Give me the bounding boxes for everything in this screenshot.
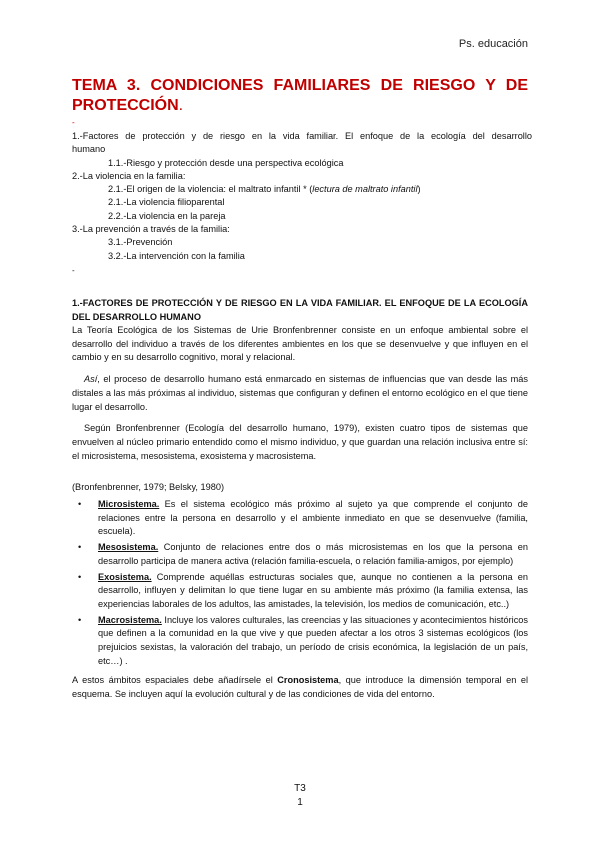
paragraph-4-end: , que introduce la dimensión temporal en el esquema. Se incluyen aquí la evolución cultural y de las condiciones de vida del entorno. xyxy=(72,675,528,700)
toc-item-2-1-text: 2.1.-El origen de la violencia: el maltrato infantil * ( xyxy=(108,184,313,195)
bullet-icon: • xyxy=(78,542,82,553)
title-line2-text: PROTECCIÓN xyxy=(72,97,179,114)
section-1-paragraph-1: La Teoría Ecológica de los Sistemas de Urie Bronfenbrenner consiste en un enfoque ambiental sobre el desarrollo del individuo a través de los diferentes ambientes en los que se desenvuelve y que influyen en el cambio y en su desarrollo cognitivo, moral y relacional. xyxy=(72,325,528,363)
bullet-icon: • xyxy=(78,499,82,510)
page-title xyxy=(72,76,528,96)
paragraph-4-bold: Cronosistema xyxy=(277,675,339,686)
section-1-heading: 1.-FACTORES DE PROTECCIÓN Y DE RIESGO EN LA VIDA FAMILIAR. EL ENFOQUE DE LA ECOLOGÍA DEL DESARROLLO HUMANO xyxy=(72,298,528,322)
section-1 xyxy=(72,296,528,702)
toc-item-2-1b: 2.1.-La violencia filioparental xyxy=(108,197,225,208)
table-of-contents xyxy=(72,130,532,263)
citation: (Bronfenbrenner, 1979; Belsky, 1980) xyxy=(72,482,225,493)
title-line2-end: . xyxy=(178,97,184,114)
title-line1: TEMA 3. CONDICIONES FAMILIARES DE RIESGO Y DE xyxy=(72,77,528,94)
list-item-term: Macrosistema. xyxy=(98,614,162,625)
systems-list xyxy=(72,498,528,668)
list-item-text: Incluye los valores culturales, las creencias y las situaciones y acontecimientos históricos que definen a la comunidad en la que vive y que pueden afectar a los otros 3 sistemas ecológicos (los prejuicios sexistas, la valoración del trabajo, un período de crisis económica, la legislación de un país, etc…) . xyxy=(98,614,528,666)
toc-item-3: 3.-La prevención a través de la familia: xyxy=(72,224,230,235)
section-1-paragraph-4 xyxy=(72,674,528,701)
toc-item-1-1: 1.1.-Riesgo y protección desde una perspectiva ecológica xyxy=(108,157,344,168)
list-item-text: Comprende aquéllas estructuras sociales que, aunque no contienen a la persona en desarrollo, influyen y delimitan lo que tiene lugar en su ambiente más próximo (la familia extensa, las experiencias laborales de los adultos, las amistades, la televisión, los medios de comunicación, etc..) xyxy=(98,571,528,609)
footer-label: T3 xyxy=(294,783,306,794)
toc-item-3-1: 3.1.-Prevención xyxy=(108,237,173,248)
list-item-term: Microsistema. xyxy=(98,499,160,510)
header-subject: Ps. educación xyxy=(458,38,528,50)
list-item xyxy=(72,498,528,539)
paragraph-4-start: A estos ámbitos espaciales debe añadírsele el xyxy=(72,675,278,686)
title-separator: - xyxy=(72,118,75,127)
toc-item-3-2: 3.2.-La intervención con la familia xyxy=(108,250,245,261)
toc-item-1: 1.-Factores de protección y de riesgo en la vida familiar. El enfoque de la ecología del desarrollo xyxy=(72,131,532,141)
page-title-line2 xyxy=(72,96,183,116)
section-1-paragraph-3: Según Bronfenbrenner (Ecología del desarrollo humano, 1979), existen cuatro tipos de sistemas que envuelven al núcleo primario entendido como el mismo individuo, y que guardan una relación inclusiva entre sí: el microsistema, mesosistema, exosistema y macrosistema. xyxy=(72,423,528,461)
list-item-term: Exosistema. xyxy=(98,571,152,582)
list-item-text: Es el sistema ecológico más próximo al sujeto ya que comprende el conjunto de relaciones entre la persona en desarrollo y el ambiente inmediato en que se desenvuelve (familia, escuela). xyxy=(98,499,528,537)
paragraph-2-italic-start: Así xyxy=(84,374,98,385)
toc-item-2-1-italic: lectura de maltrato infantil xyxy=(312,184,418,195)
list-item xyxy=(72,614,528,669)
page-footer xyxy=(0,782,600,810)
list-item-term: Mesosistema. xyxy=(98,542,159,553)
list-item-text: Conjunto de relaciones entre dos o más microsistemas en los que la persona en desarrollo participa de manera activa (relación familia-escuela, o relación familia-amigos, por ejemplo) xyxy=(98,542,528,566)
toc-item-1-cont: humano xyxy=(72,144,106,155)
toc-item-2-1 xyxy=(108,183,532,196)
list-item xyxy=(72,571,528,612)
section-1-paragraph-2 xyxy=(72,373,528,414)
paragraph-2-rest: , el proceso de desarrollo humano está enmarcado en sistemas de influencias que van desde las más distales a las más próximas al individuo, sistemas que configuran y definen el entorno ecológico en el que tiene lugar el desarrollo. xyxy=(72,374,528,412)
bullet-icon: • xyxy=(78,571,82,582)
bullet-icon: • xyxy=(78,614,82,625)
toc-item-2-1-end: ) xyxy=(417,184,421,195)
toc-item-2-2: 2.2.-La violencia en la pareja xyxy=(108,210,226,221)
toc-item-2: 2.-La violencia en la familia: xyxy=(72,170,186,181)
list-item xyxy=(72,541,528,568)
page-number: 1 xyxy=(297,797,303,808)
toc-separator: - xyxy=(72,266,75,275)
